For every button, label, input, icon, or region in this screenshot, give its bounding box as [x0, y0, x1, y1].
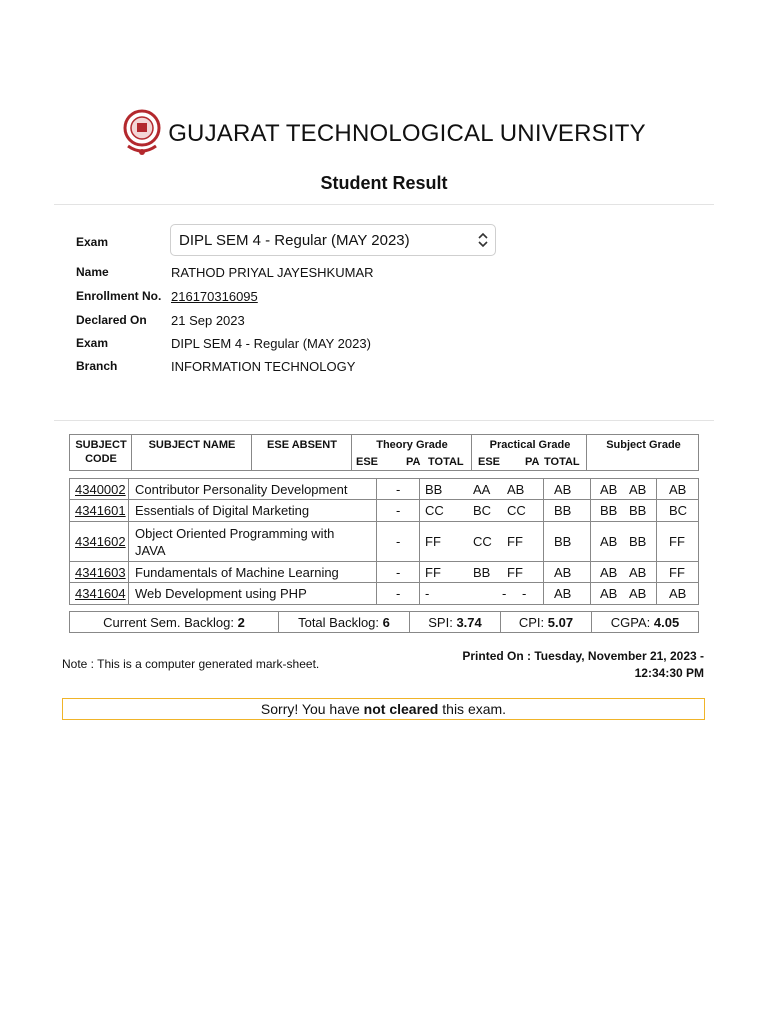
computer-generated-note: Note : This is a computer generated mark-sheet.: [62, 657, 320, 671]
page-title: Student Result: [320, 173, 448, 193]
printed-on: [462, 648, 704, 682]
practical-total: AB: [629, 586, 647, 601]
divider: [656, 479, 657, 499]
divider: [128, 522, 129, 561]
divider: [590, 583, 591, 604]
spi-label: SPI:: [428, 614, 453, 630]
current-backlog: [70, 612, 278, 632]
enrollment-label: Enrollment No.: [76, 289, 162, 303]
exam-label: Exam: [76, 336, 109, 350]
practical-ese: BB: [554, 503, 572, 518]
branch-value: INFORMATION TECHNOLOGY: [171, 359, 356, 374]
chevron-updown-icon: [477, 232, 489, 248]
name-label: Name: [76, 265, 109, 279]
practical-pa: AB: [600, 481, 618, 497]
practical-pa: AB: [600, 586, 618, 601]
th-practical-total: TOTAL: [544, 456, 580, 468]
theory-ese: FF: [425, 534, 441, 549]
total-backlog: [279, 612, 409, 632]
table-row: [69, 561, 699, 583]
th-subject-grade: Subject Grade: [606, 439, 681, 451]
th-theory-ese: ESE: [356, 456, 379, 468]
table-row: [69, 478, 699, 500]
alert-text-after: this exam.: [442, 701, 507, 717]
cpi-label: CPI:: [518, 614, 545, 630]
subject-grade: BC: [669, 503, 688, 518]
practical-total: AB: [629, 481, 647, 497]
divider: [543, 500, 544, 521]
cpi: [501, 612, 591, 632]
ese-absent: -: [396, 481, 401, 497]
subject-name: Essentials of Digital Marketing: [135, 503, 310, 518]
divider: [54, 420, 714, 421]
theory-pa: AA: [473, 481, 491, 497]
theory-ese: -: [425, 586, 430, 601]
th-theory-pa: PA: [406, 456, 421, 468]
divider: [590, 562, 591, 582]
practical-pa: AB: [600, 534, 618, 549]
subject-code-link[interactable]: 4340002: [75, 481, 126, 497]
exam-select-label: Exam: [76, 235, 109, 249]
th-ese-absent: ESE ABSENT: [267, 439, 337, 451]
name-value: RATHOD PRIYAL JAYESHKUMAR: [171, 265, 374, 280]
divider: [128, 562, 129, 582]
theory-pa: -: [502, 586, 507, 601]
th-theory-grade: Theory Grade: [376, 439, 448, 451]
divider: [419, 500, 420, 521]
ese-absent: -: [396, 534, 401, 549]
cpi-value: 5.07: [547, 614, 574, 630]
ese-absent: -: [396, 586, 401, 601]
table-row: [69, 582, 699, 605]
divider: [128, 583, 129, 604]
divider: [543, 522, 544, 561]
divider: [590, 479, 591, 499]
subject-code-link[interactable]: 4341602: [75, 534, 126, 549]
alert-text-before: Sorry! You have: [260, 701, 360, 717]
subject-name: Fundamentals of Machine Learning: [135, 564, 339, 580]
divider: [419, 479, 420, 499]
page-header: [0, 108, 768, 160]
exam-value: DIPL SEM 4 - Regular (MAY 2023): [171, 336, 371, 351]
theory-ese: FF: [425, 564, 441, 580]
practical-total: BB: [629, 503, 647, 518]
theory-total: -: [522, 586, 527, 601]
subject-grade: AB: [669, 481, 687, 497]
divider: [656, 500, 657, 521]
result-table-header: [69, 434, 699, 471]
divider: [656, 562, 657, 582]
practical-pa: AB: [600, 564, 618, 580]
divider: [128, 500, 129, 521]
divider: [376, 562, 377, 582]
divider: [376, 522, 377, 561]
divider: [656, 522, 657, 561]
declared-label: Declared On: [76, 313, 147, 327]
university-name: GUJARAT TECHNOLOGICAL UNIVERSITY: [168, 120, 646, 147]
divider: [376, 479, 377, 499]
branch-label: Branch: [76, 359, 118, 373]
printed-on-line2: 12:34:30 PM: [634, 666, 704, 680]
subject-grade: FF: [669, 534, 685, 549]
subject-name: Object Oriented Programming with JAVA: [135, 525, 335, 558]
divider: [419, 562, 420, 582]
theory-ese: BB: [425, 481, 443, 497]
divider: [419, 583, 420, 604]
divider: [128, 479, 129, 499]
subject-code-link[interactable]: 4341601: [75, 503, 126, 518]
th-subject-name: SUBJECT NAME: [148, 439, 236, 451]
total-backlog-label: Total Backlog:: [298, 614, 380, 630]
th-subject-code-line1: SUBJECT: [75, 439, 127, 451]
divider: [543, 583, 544, 604]
theory-pa: BB: [473, 564, 491, 580]
practical-ese: AB: [554, 586, 572, 601]
th-theory-total: TOTAL: [428, 456, 464, 468]
divider: [590, 522, 591, 561]
theory-pa: BC: [473, 503, 492, 518]
declared-value: 21 Sep 2023: [171, 313, 245, 328]
divider: [54, 204, 714, 205]
subject-grade: FF: [669, 564, 685, 580]
result-status-alert: [62, 698, 705, 720]
practical-total: BB: [629, 534, 647, 549]
practical-ese: AB: [554, 481, 572, 497]
table-row: [69, 499, 699, 522]
theory-ese: CC: [425, 503, 444, 518]
divider: [590, 500, 591, 521]
current-backlog-value: 2: [237, 614, 245, 630]
th-subject-code: [70, 438, 132, 466]
alert-text-bold: not cleared: [363, 701, 439, 717]
spi-value: 3.74: [456, 614, 482, 630]
subject-code-link[interactable]: 4341604: [75, 586, 126, 601]
cgpa: [592, 612, 698, 632]
result-summary: [69, 611, 699, 633]
subject-code-link[interactable]: 4341603: [75, 564, 126, 580]
divider: [419, 522, 420, 561]
practical-total: AB: [629, 564, 647, 580]
exam-select[interactable]: [170, 224, 496, 256]
practical-pa: BB: [600, 503, 618, 518]
th-practical-grade: Practical Grade: [489, 439, 571, 451]
printed-on-line1: Printed On : Tuesday, November 21, 2023 -: [462, 649, 704, 663]
theory-total: AB: [507, 481, 525, 497]
cgpa-label: CGPA:: [610, 614, 651, 630]
divider: [543, 562, 544, 582]
gtu-logo-icon: [122, 108, 162, 160]
ese-absent: -: [396, 564, 401, 580]
subject-grade: AB: [669, 586, 687, 601]
subject-name: Contributor Personality Development: [135, 481, 348, 497]
th-practical-pa: PA: [525, 456, 540, 468]
th-subject-code-line2: CODE: [85, 453, 117, 465]
divider: [376, 500, 377, 521]
cgpa-value: 4.05: [653, 614, 680, 630]
total-backlog-value: 6: [382, 614, 390, 630]
theory-total: FF: [507, 534, 523, 549]
divider: [656, 583, 657, 604]
table-row: [69, 521, 699, 562]
ese-absent: -: [396, 503, 401, 518]
practical-ese: AB: [554, 564, 572, 580]
th-practical-ese: ESE: [478, 456, 501, 468]
theory-total: CC: [507, 503, 526, 518]
divider: [376, 583, 377, 604]
exam-select-value: DIPL SEM 4 - Regular (MAY 2023): [179, 231, 410, 249]
practical-ese: BB: [554, 534, 572, 549]
divider: [543, 479, 544, 499]
subject-name: Web Development using PHP: [135, 586, 307, 601]
theory-total: FF: [507, 564, 523, 580]
spi: [410, 612, 500, 632]
current-backlog-label: Current Sem. Backlog:: [103, 614, 234, 630]
theory-pa: CC: [473, 534, 492, 549]
enrollment-link[interactable]: 216170316095: [171, 289, 258, 304]
